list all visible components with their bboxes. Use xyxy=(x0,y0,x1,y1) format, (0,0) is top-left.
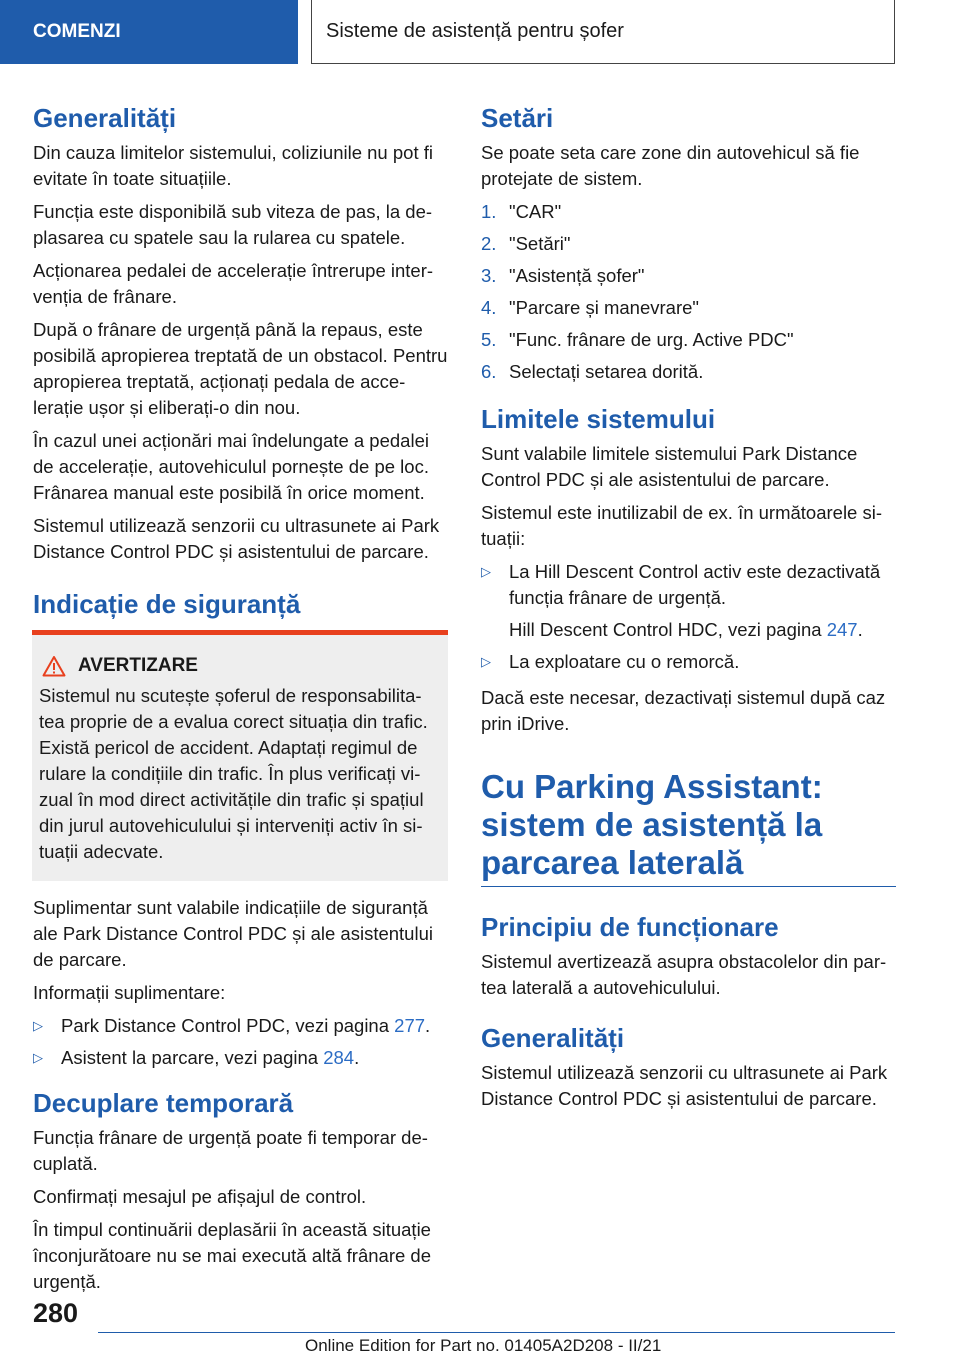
step-item: 3. "Asistență șofer" xyxy=(481,265,645,286)
heading-general: Generalități xyxy=(33,103,177,133)
warning-header xyxy=(39,653,440,679)
paragraph: Sistemul este inutilizabil de ex. în următoarele situații: xyxy=(481,502,883,549)
heading-safety: Indicație de siguranță xyxy=(33,589,301,619)
chapter-heading: Cu Parking Assistant: sistem de asistență la parcarea laterală xyxy=(481,768,823,881)
step-item: 1. "CAR" xyxy=(481,201,562,222)
heading-decouple: Decuplare temporară xyxy=(33,1088,294,1118)
paragraph: Funcția este disponibilă sub viteza de pas, la deplasarea cu spatele sau la rularea cu spatele. xyxy=(33,201,433,248)
paragraph: Sunt valabile limitele sistemului Park Distance Control PDC și ale asistentului de parcare. xyxy=(481,443,858,490)
warning-box xyxy=(32,630,448,881)
heading-general-2: Generalități xyxy=(481,1023,625,1053)
list-item: ▷ La Hill Descent Control activ este dezactivată funcția frânare de urgență. xyxy=(481,559,896,611)
warning-title: AVERTIZARE xyxy=(78,655,198,676)
step-item: 6. Selectați setarea dorită. xyxy=(481,361,704,382)
paragraph: Sistemul avertizează asupra obstacolelor din partea laterală a autovehiculului. xyxy=(481,951,887,998)
step-item: 5. "Func. frânare de urg. Active PDC" xyxy=(481,329,794,350)
page-link-247[interactable]: 247 xyxy=(826,619,858,640)
paragraph: Suplimentar sunt valabile indicațiile de siguranță ale Park Distance Control PDC și ale asistentului de parcare. xyxy=(33,897,433,970)
page-number: 280 xyxy=(33,1298,79,1328)
paragraph: Se poate seta care zone din autovehicul să fie protejate de sistem. xyxy=(481,142,860,189)
triangle-bullet-icon: ▷ xyxy=(481,654,491,669)
heading-settings: Setări xyxy=(481,103,554,133)
edition-note: Online Edition for Part no. 01405A2D208 - II/21 xyxy=(305,1336,662,1355)
paragraph: Sistemul utilizează senzorii cu ultrasunete ai Park Distance Control PDC și asistentului de parcare. xyxy=(481,1062,888,1109)
paragraph: Din cauza limitelor sistemului, coliziunile nu pot fi evitate în toate situațiile. xyxy=(33,142,433,189)
page-header xyxy=(0,0,960,66)
paragraph: Acționarea pedalei de accelerație întrerupe intervenția de frânare. xyxy=(33,260,434,307)
heading-rule xyxy=(481,886,896,887)
list-item: ▷ Asistent la parcare, vezi pagina 284. xyxy=(33,1045,448,1071)
paragraph: În cazul unei acționări mai îndelungate a pedalei de accelerație, autovehiculul pornește de pe loc. Frânarea manual este posibilă în orice moment. xyxy=(33,430,429,503)
list-subitem: Hill Descent Control HDC, vezi pagina 247. xyxy=(509,619,863,640)
triangle-bullet-icon: ▷ xyxy=(33,1050,43,1065)
list-item: ▷ La exploatare cu o remorcă. xyxy=(481,649,896,675)
info-list xyxy=(33,1013,448,1071)
chapter-tab[interactable]: COMENZI xyxy=(0,0,298,64)
settings-steps xyxy=(481,199,896,385)
section-tab[interactable]: Sisteme de asistență pentru șofer xyxy=(311,0,895,64)
paragraph: Confirmați mesajul pe afișajul de control. xyxy=(33,1186,367,1207)
step-item: 4. "Parcare și manevrare" xyxy=(481,297,699,318)
heading-limits: Limitele sistemului xyxy=(481,404,716,434)
triangle-bullet-icon: ▷ xyxy=(481,564,491,579)
right-column xyxy=(481,100,896,1119)
paragraph: În timpul continuării deplasării în această situație înconjurătoare nu se mai execută altă frânare de urgență. xyxy=(33,1219,431,1292)
warning-triangle-icon xyxy=(42,655,66,677)
triangle-bullet-icon: ▷ xyxy=(33,1018,43,1033)
list-item: ▷ Park Distance Control PDC, vezi pagina 277. xyxy=(33,1013,448,1039)
step-item: 2. "Setări" xyxy=(481,233,571,254)
paragraph: Sistemul utilizează senzorii cu ultrasunete ai Park Distance Control PDC și asistentului de parcare. xyxy=(33,515,440,562)
page-link-277[interactable]: 277 xyxy=(394,1015,426,1036)
paragraph: Dacă este necesar, dezactivați sistemul după caz prin iDrive. xyxy=(481,687,886,734)
paragraph: Informații suplimentare: xyxy=(33,982,226,1003)
warning-text: Sistemul nu scutește șoferul de responsabilitatea proprie de a evalua corect situația din trafic. Există pericol de accident. Adaptați regimul de rulare la condițiile din trafic. În plus verificați vizual în mod direct activitățile din trafic și spațiul din jurul autovehiculului și interveniți activ în situații adecvate. xyxy=(39,685,428,862)
left-column xyxy=(33,100,448,1302)
heading-principle: Principiu de funcționare xyxy=(481,912,779,942)
paragraph: După o frânare de urgență până la repaus, este posibilă apropierea treptată de un obstacol. Pentru apropierea treptată, acționați pedala de accelerație ușor și eliberați-o din nou. xyxy=(33,319,448,418)
footer-rule xyxy=(98,1332,895,1333)
limits-list xyxy=(481,559,896,675)
page-link-284[interactable]: 284 xyxy=(323,1047,355,1068)
paragraph: Funcția frânare de urgență poate fi temporar decuplată. xyxy=(33,1127,428,1174)
